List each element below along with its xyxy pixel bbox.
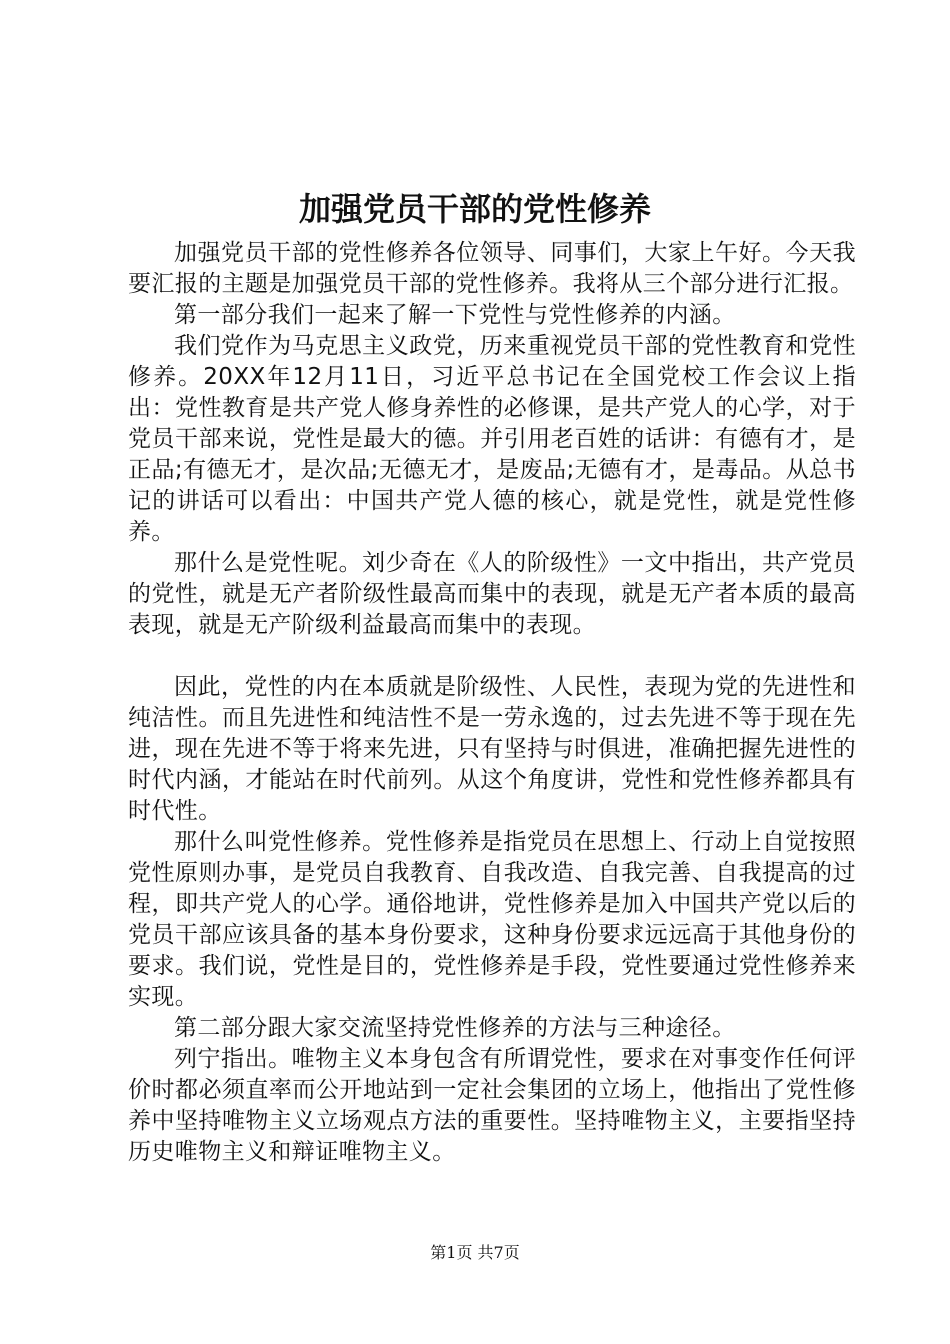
paragraph-gap bbox=[128, 641, 856, 672]
paragraph-intro: 加强党员干部的党性修养各位领导、同事们，大家上午好。今天我要汇报的主题是加强党员干部的党性修养。我将从三个部分进行汇报。 bbox=[128, 240, 856, 297]
paragraph-nature: 因此，党性的内在本质就是阶级性、人民性，表现为党的先进性和纯洁性。而且先进性和纯洁性不是一劳永逸的，过去先进不等于现在先进，现在先进不等于将来先进，只有坚持与时俱进，准确把握先进性的时代内涵，才能站在时代前列。从这个角度讲，党性和党性修养都具有时代性。 bbox=[128, 674, 856, 824]
page-footer: 第1页 共7页 bbox=[430, 1243, 520, 1262]
paragraph-part-two-heading: 第二部分跟大家交流坚持党性修养的方法与三种途径。 bbox=[174, 1015, 736, 1041]
paragraph-what-is-cultivation: 那什么叫党性修养。党性修养是指党员在思想上、行动上自觉按照党性原则办事，是党员自我教育、自我改造、自我完善、自我提高的过程，即共产党人的心学。通俗地讲，党性修养是加入中国共产党以后的党员干部应该具备的基本身份要求，这种身份要求远远高于其他身份的要求。我们说，党性是目的，党性修养是手段，党性要通过党性修养来实现。 bbox=[128, 829, 856, 1010]
document-body bbox=[128, 238, 856, 1168]
paragraph-part-one-heading: 第一部分我们一起来了解一下党性与党性修养的内涵。 bbox=[174, 302, 736, 328]
paragraph-party-education: 我们党作为马克思主义政党，历来重视党员干部的党性教育和党性修养。20XX年12月11日，习近平总书记在全国党校工作会议上指出：党性教育是共产党人修身养性的必修课，是共产党人的心学，对于党员干部来说，党性是最大的德。并引用老百姓的话讲：有德有才，是正品;有德无才，是次品;无德无才，是废品;无德有才，是毒品。从总书记的讲话可以看出：中国共产党人德的核心，就是党性，就是党性修养。 bbox=[128, 333, 856, 545]
paragraph-lenin: 列宁指出。唯物主义本身包含有所谓党性，要求在对事变作任何评价时都必须直率而公开地站到一定社会集团的立场上，他指出了党性修养中坚持唯物主义立场观点方法的重要性。坚持唯物主义，主要指坚持历史唯物主义和辩证唯物主义。 bbox=[128, 1046, 856, 1165]
paragraph-what-is-party-spirit: 那什么是党性呢。刘少奇在《人的阶级性》一文中指出，共产党员的党性，就是无产者阶级性最高而集中的表现，就是无产者本质的最高表现，就是无产阶级利益最高而集中的表现。 bbox=[128, 550, 856, 638]
document-title: 加强党员干部的党性修养 bbox=[298, 190, 651, 228]
